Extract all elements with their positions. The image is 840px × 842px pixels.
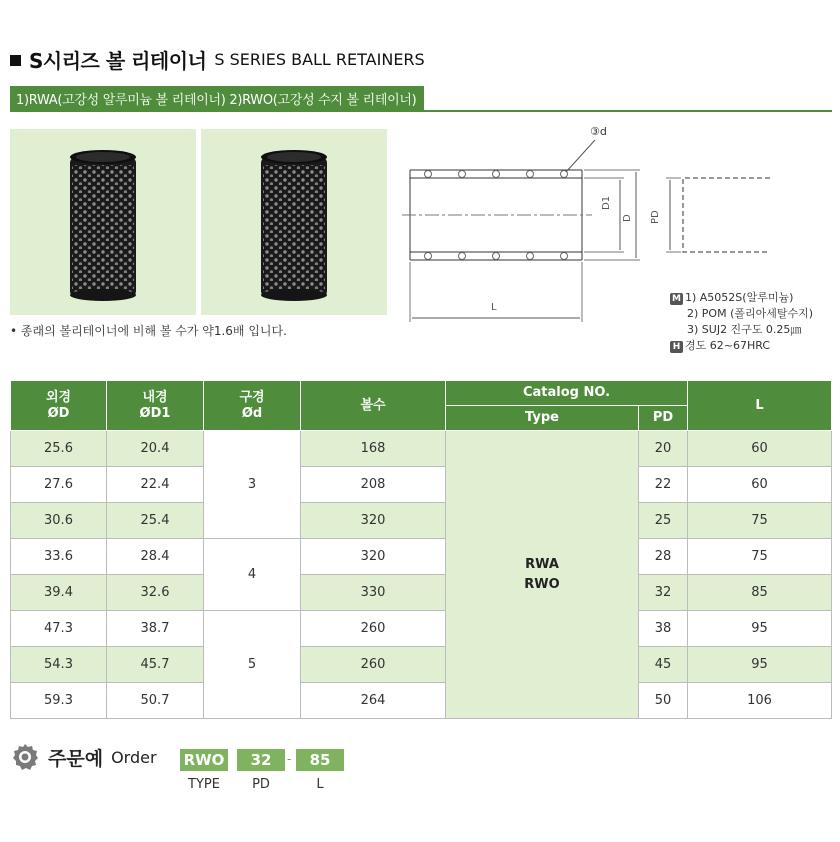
header-inner-diameter [107,381,204,431]
title-english: S SERIES BALL RETAINERS [214,49,425,69]
table-cell: 47.3 [11,611,107,647]
table-row [11,503,832,539]
table-cell: 106 [688,683,832,719]
table-row [11,575,832,611]
order-pd-code: 32 [237,749,285,771]
table-row [11,467,832,503]
table-row [11,683,832,719]
product-photo-rwa [10,129,196,315]
header-outer-diameter [11,381,107,431]
table-cell: 38 [639,611,688,647]
header-length: L [688,381,832,431]
table-cell: 59.3 [11,683,107,719]
table-cell: 28.4 [107,539,204,575]
order-title-english: Order [111,747,157,767]
order-type-code: RWO [180,749,228,771]
table-cell: 50 [639,683,688,719]
square-bullet-icon [10,55,21,66]
header-line: ØD [47,405,70,421]
hardness-badge: H [670,341,683,353]
table-cell: 208 [301,467,446,503]
header-line: 구경 [239,389,265,405]
table-cell: 32 [639,575,688,611]
ball-diameter-cell: 4 [204,539,301,611]
header-ball-count: 볼수 [301,381,446,431]
table-cell: 38.7 [107,611,204,647]
table-cell: 39.4 [11,575,107,611]
table-cell: 95 [688,611,832,647]
header-type: Type [446,406,639,431]
table-cell: 45 [639,647,688,683]
type-code-line: RWA [525,556,559,572]
order-l-code: 85 [296,749,344,771]
table-cell: 25.6 [11,431,107,467]
table-cell: 85 [688,575,832,611]
table-row [11,647,832,683]
order-dash: - [287,752,292,766]
title-korean: S시리즈 볼 리테이너 [29,48,207,73]
table-row [11,611,832,647]
table-cell: 20 [639,431,688,467]
header-line: 내경 [142,389,168,405]
table-cell: 28 [639,539,688,575]
spec-table [10,380,832,719]
materials-list [670,290,813,354]
ball-diameter-cell: 5 [204,611,301,719]
table-cell: 50.7 [107,683,204,719]
table-row [11,539,832,575]
ball-retainer-image [201,129,387,315]
order-pd-label: PD [252,777,270,792]
table-cell: 264 [301,683,446,719]
table-cell: 75 [688,503,832,539]
header-catalog: Catalog NO. [446,381,688,406]
material-1: 1) A5052S(알루미늄) [685,291,794,304]
table-cell: 60 [688,467,832,503]
dim-label-d: ③d [590,125,607,138]
table-cell: 330 [301,575,446,611]
order-type-label: TYPE [188,777,220,792]
gear-icon [10,742,40,772]
header-line: Ød [241,405,263,421]
table-cell: 168 [301,431,446,467]
table-row [11,431,832,467]
feature-note: • 종래의 볼리테이너에 비해 볼 수가 약1.6배 입니다. [10,324,287,338]
subtitle-underline [10,110,832,112]
table-cell: 54.3 [11,647,107,683]
material-3: 3) SUJ2 진구도 0.25㎛ [687,323,802,336]
table-cell: 320 [301,539,446,575]
table-cell: 45.7 [107,647,204,683]
catalog-type-cell [446,431,639,719]
page-title [10,44,425,74]
type-code-line: RWO [524,576,560,592]
table-cell: 25.4 [107,503,204,539]
ball-diameter-cell: 3 [204,431,301,539]
table-cell: 260 [301,647,446,683]
header-line: ØD1 [139,405,171,421]
table-cell: 33.6 [11,539,107,575]
header-ball-diameter [204,381,301,431]
table-cell: 95 [688,647,832,683]
dim-label-l: L [491,302,497,313]
table-cell: 30.6 [11,503,107,539]
table-cell: 25 [639,503,688,539]
order-l-label: L [316,777,324,792]
dim-label-d1: D1 [601,195,612,210]
table-cell: 260 [301,611,446,647]
table-cell: 75 [688,539,832,575]
dim-label-pd: PD [650,210,661,224]
hardness-text: 경도 62~67HRC [685,339,771,352]
table-cell: 60 [688,431,832,467]
product-photo-rwo [201,129,387,315]
table-cell: 22.4 [107,467,204,503]
table-cell: 32.6 [107,575,204,611]
order-title-korean: 주문예 [48,747,104,770]
subtitle-bar: 1)RWA(고강성 알루미늄 볼 리테이너) 2)RWO(고강성 수지 볼 리테이너) [10,86,424,111]
header-pd: PD [639,406,688,431]
dim-label-outer-d: D [622,214,633,222]
table-cell: 320 [301,503,446,539]
material-2: 2) POM (폴리아세탈수지) [687,307,814,320]
ball-retainer-image [10,129,196,315]
material-badge: M [670,293,683,305]
table-cell: 22 [639,467,688,503]
header-line: 외경 [45,389,72,405]
table-cell: 27.6 [11,467,107,503]
table-cell: 20.4 [107,431,204,467]
order-example-heading [10,740,157,774]
